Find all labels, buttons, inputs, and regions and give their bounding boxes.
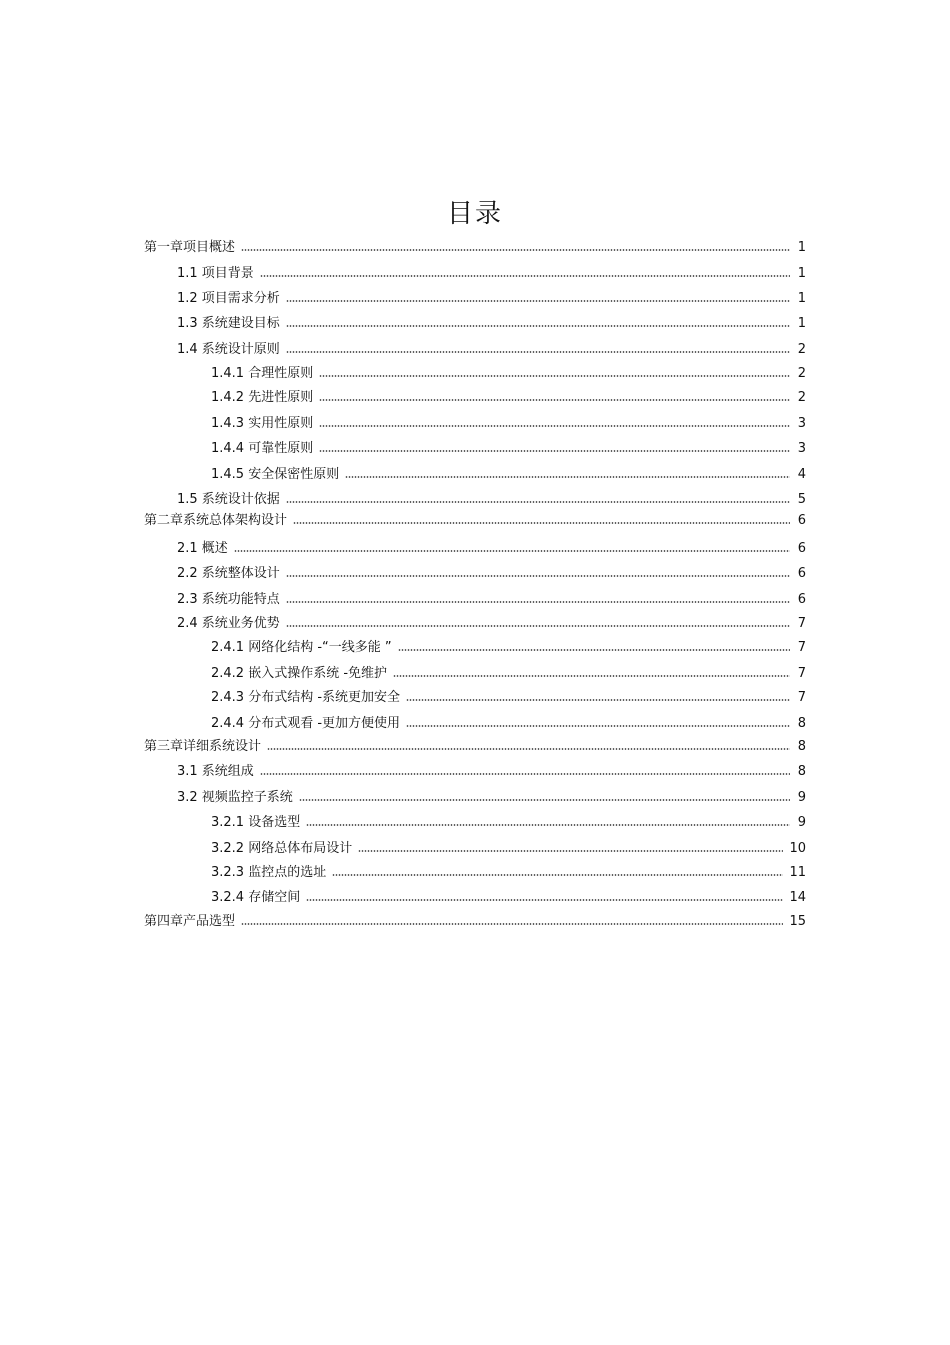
dot-leader [299,797,790,803]
toc-entry-1-3[interactable] [177,313,806,333]
toc-entry-page: 1 [797,291,806,306]
dot-leader [241,921,783,927]
toc-entry-2-4-1[interactable] [211,637,806,657]
toc-entry-page: 8 [797,716,806,731]
toc-entry-page: 6 [797,513,806,528]
toc-entry-3-2-2[interactable] [211,838,806,858]
toc-entry-1-4-5[interactable] [211,464,806,484]
toc-entry-label: 1.4.1 合理性原则 [211,366,314,381]
toc-entry-page: 10 [789,841,806,856]
toc-entry-label: 1.4.3 实用性原则 [211,416,314,431]
toc-entry-1-4-3[interactable] [211,413,806,433]
toc-entry-1-4-1[interactable] [211,363,806,383]
toc-entry-label: 3.2.1 设备选型 [211,815,301,830]
dot-leader [319,423,790,429]
dot-leader [267,746,790,752]
toc-entry-label: 1.3 系统建设目标 [177,316,280,331]
toc-entry-label: 第二章系统总体架构设计 [144,513,288,528]
dot-leader [286,499,790,505]
dot-leader [319,373,790,379]
toc-entry-chapter-3[interactable] [144,736,806,756]
toc-entry-page: 9 [797,815,806,830]
toc-entry-page: 1 [797,316,806,331]
dot-leader [319,448,790,454]
toc-entry-2-2[interactable] [177,563,806,583]
dot-leader [406,697,790,703]
toc-entry-3-1[interactable] [177,761,806,781]
toc-entry-label: 1.4 系统设计原则 [177,342,280,357]
dot-leader [345,474,790,480]
toc-entry-page: 15 [789,914,806,929]
toc-entry-chapter-2[interactable] [144,510,806,530]
toc-entry-3-2-3[interactable] [211,862,806,882]
toc-entry-page: 6 [797,566,806,581]
toc-entry-page: 11 [789,865,806,880]
toc-entry-page: 7 [797,690,806,705]
toc-entry-label: 2.4.3 分布式结构 -系统更加安全 [211,690,401,705]
toc-entry-1-4[interactable] [177,339,806,359]
toc-entry-label: 2.4 系统业务优势 [177,616,280,631]
toc-entry-1-1[interactable] [177,263,806,283]
toc-entry-label: 1.4.5 安全保密性原则 [211,467,340,482]
toc-entry-2-4-3[interactable] [211,687,806,707]
dot-leader [393,673,790,679]
dot-leader [234,548,790,554]
dot-leader [319,397,790,403]
toc-entry-3-2-1[interactable] [211,812,806,832]
dot-leader [406,723,790,729]
toc-entry-label: 2.1 概述 [177,541,228,556]
dot-leader [286,298,790,304]
page-title: 目录 [446,199,503,229]
toc-entry-3-2-4[interactable] [211,887,806,907]
toc-entry-1-5[interactable] [177,489,806,509]
toc-entry-label: 2.3 系统功能特点 [177,592,280,607]
toc-entry-page: 1 [797,266,806,281]
toc-entry-page: 2 [797,342,806,357]
toc-entry-page: 2 [797,390,806,405]
toc-entry-page: 4 [797,467,806,482]
toc-entry-label: 2.2 系统整体设计 [177,566,280,581]
toc-entry-page: 7 [797,616,806,631]
toc-entry-2-4-2[interactable] [211,663,806,683]
toc-entry-label: 第一章项目概述 [144,240,236,255]
toc-entry-2-1[interactable] [177,538,806,558]
toc-entry-2-4[interactable] [177,613,806,633]
toc-entry-page: 3 [797,416,806,431]
toc-entry-label: 1.2 项目需求分析 [177,291,280,306]
toc-entry-page: 1 [797,240,806,255]
toc-entry-label: 1.4.4 可靠性原则 [211,441,314,456]
toc-entry-1-2[interactable] [177,288,806,308]
toc-entry-page: 2 [797,366,806,381]
toc-entry-2-4-4[interactable] [211,713,806,733]
toc-entry-label: 1.4.2 先进性原则 [211,390,314,405]
toc-entry-1-4-4[interactable] [211,438,806,458]
toc-entry-label: 3.2 视频监控子系统 [177,790,293,805]
toc-entry-page: 6 [797,541,806,556]
toc-entry-chapter-1[interactable] [144,237,806,257]
toc-entry-label: 2.4.2 嵌入式操作系统 -免维护 [211,666,388,681]
toc-entry-page: 9 [797,790,806,805]
dot-leader [398,647,790,653]
dot-leader [260,273,790,279]
toc-entry-2-3[interactable] [177,589,806,609]
dot-leader [260,771,790,777]
toc-entry-3-2[interactable] [177,787,806,807]
dot-leader [286,349,790,355]
dot-leader [293,520,790,526]
toc-entry-label: 2.4.1 网络化结构 -“一线多能 ” [211,640,392,655]
toc-entry-label: 3.2.4 存储空间 [211,890,301,905]
dot-leader [306,822,790,828]
dot-leader [286,573,790,579]
toc-entry-label: 3.2.3 监控点的选址 [211,865,327,880]
toc-entry-page: 5 [797,492,806,507]
toc-entry-page: 8 [797,739,806,754]
toc-entry-page: 3 [797,441,806,456]
dot-leader [241,247,790,253]
dot-leader [286,323,790,329]
toc-entry-label: 第三章详细系统设计 [144,739,262,754]
toc-entry-chapter-4[interactable] [144,911,806,931]
toc-entry-label: 2.4.4 分布式观看 -更加方便使用 [211,716,401,731]
toc-entry-page: 14 [789,890,806,905]
dot-leader [358,848,783,854]
dot-leader [332,872,783,878]
toc-entry-page: 7 [797,666,806,681]
toc-entry-label: 3.2.2 网络总体布局设计 [211,841,353,856]
toc-entry-page: 6 [797,592,806,607]
toc-entry-label: 1.5 系统设计依据 [177,492,280,507]
toc-entry-label: 1.1 项目背景 [177,266,254,281]
toc-entry-page: 7 [797,640,806,655]
dot-leader [286,623,790,629]
toc-entry-label: 3.1 系统组成 [177,764,254,779]
toc-entry-label: 第四章产品选型 [144,914,236,929]
toc-entry-1-4-2[interactable] [211,387,806,407]
dot-leader [286,599,790,605]
toc-entry-page: 8 [797,764,806,779]
dot-leader [306,897,783,903]
